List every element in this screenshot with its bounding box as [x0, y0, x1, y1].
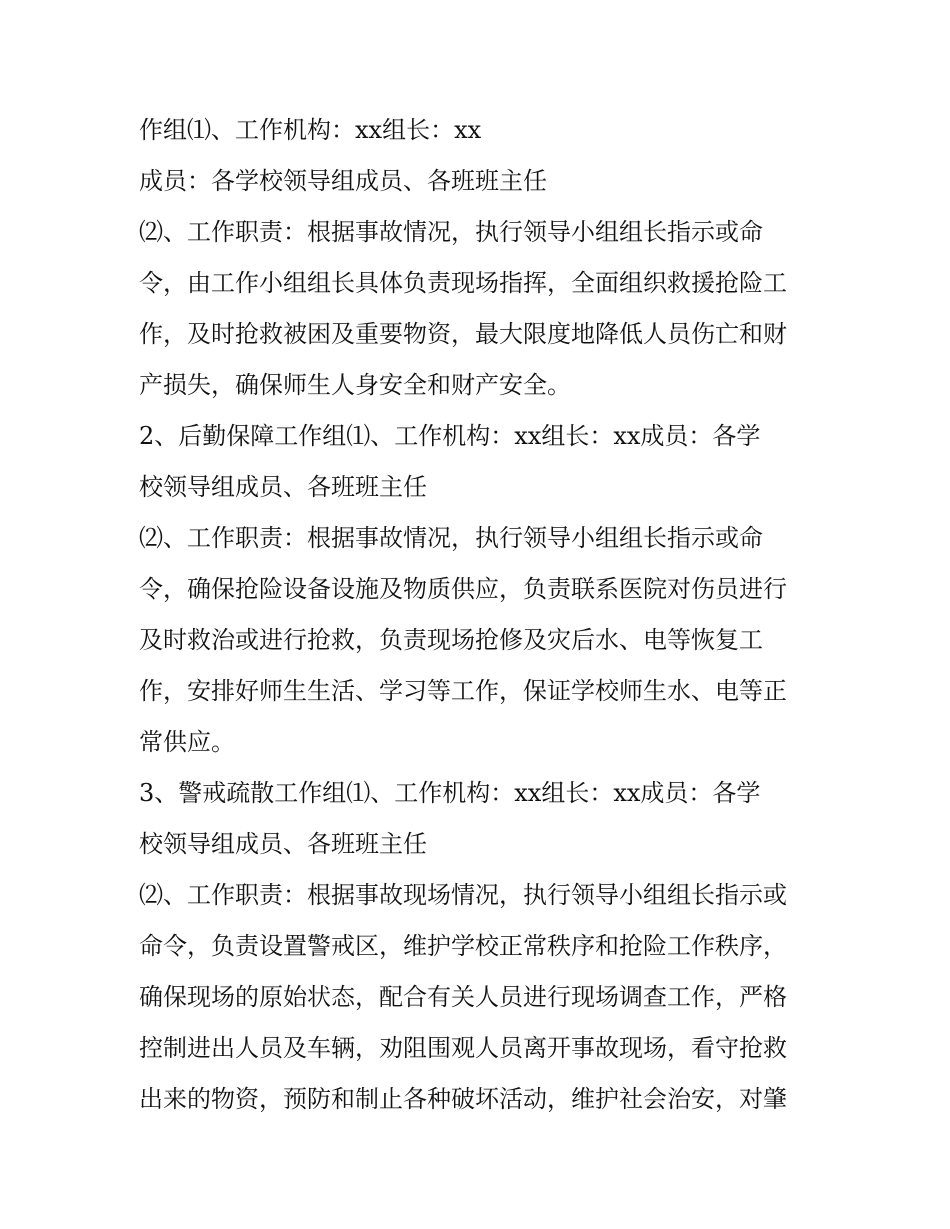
text-line: 出来的物资，预防和制止各种破坏活动，维护社会治安，对肇 [139, 1085, 787, 1113]
text-line: 成员：各学校领导组成员、各班班主任 [139, 167, 547, 195]
text-line: ⑵、工作职责：根据事故情况，执行领导小组组长指示或命 [139, 524, 763, 552]
text-line: 作，及时抢救被困及重要物资，最大限度地降低人员伤亡和财 [139, 320, 787, 348]
text-line: 3、警戒疏散工作组⑴、工作机构：xx组长：xx成员：各学 [139, 779, 761, 807]
text-line: 产损失，确保师生人身安全和财产安全。 [139, 371, 571, 399]
text-line: ⑵、工作职责：根据事故情况，执行领导小组组长指示或命 [139, 218, 763, 246]
text-line: 作组⑴、工作机构：xx组长：xx [139, 116, 482, 144]
text-line: 校领导组成员、各班班主任 [139, 830, 427, 858]
text-line: 校领导组成员、各班班主任 [139, 473, 427, 501]
document-body [139, 105, 819, 1125]
text-line: 令，确保抢险设备设施及物质供应，负责联系医院对伤员进行 [139, 575, 787, 603]
text-line: 2、后勤保障工作组⑴、工作机构：xx组长：xx成员：各学 [139, 422, 761, 450]
text-line: 令，由工作小组组长具体负责现场指挥，全面组织救援抢险工 [139, 269, 787, 297]
text-line: 作，安排好师生生活、学习等工作，保证学校师生水、电等正 [139, 677, 787, 705]
text-line: 常供应。 [139, 728, 235, 756]
text-line: 确保现场的原始状态，配合有关人员进行现场调查工作，严格 [139, 983, 787, 1011]
text-line: 命令，负责设置警戒区，维护学校正常秩序和抢险工作秩序， [139, 932, 787, 960]
text-line: 控制进出人员及车辆，劝阻围观人员离开事故现场，看守抢救 [139, 1034, 787, 1062]
text-line: ⑵、工作职责：根据事故现场情况，执行领导小组组长指示或 [139, 881, 787, 909]
text-line: 及时救治或进行抢救，负责现场抢修及灾后水、电等恢复工 [139, 626, 763, 654]
